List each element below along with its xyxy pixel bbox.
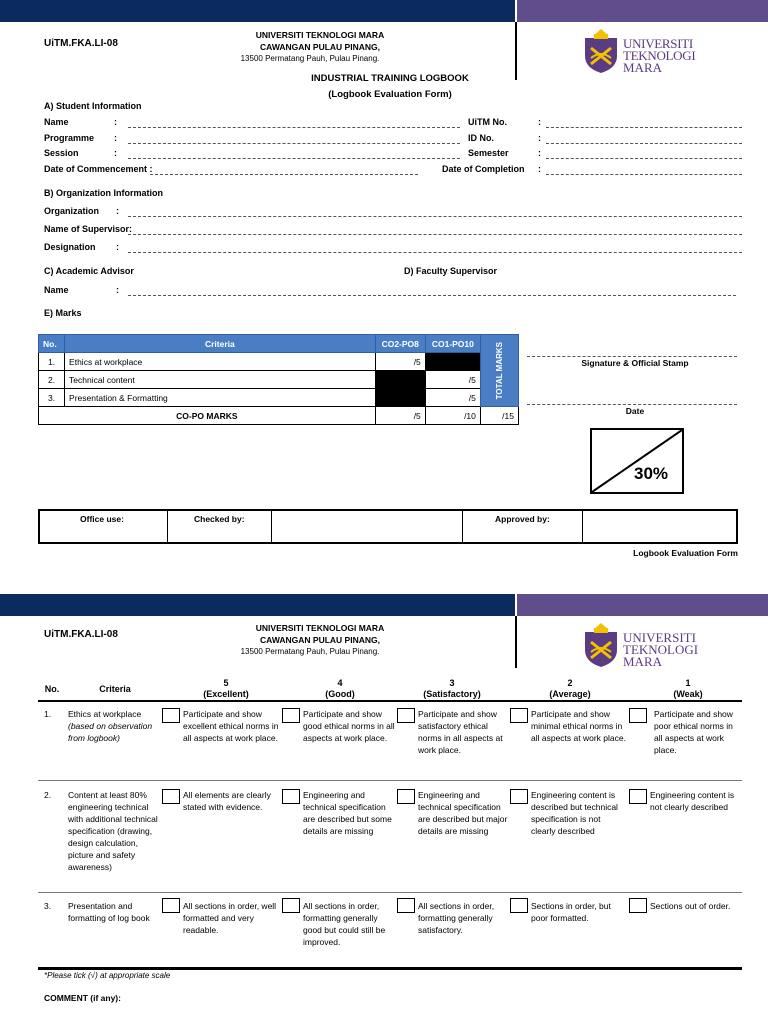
rubric-checkbox-3-3[interactable] [397,898,415,913]
field-semester[interactable] [546,158,742,159]
section-d-heading: D) Faculty Supervisor [404,266,498,276]
uitm-crest-icon [581,28,621,74]
rubric-checkbox-1-3[interactable] [397,708,415,723]
rubric-row-2-level-2: Engineering content is described but technical specification is not clearly described [531,790,618,836]
rubric-checkbox-3-1[interactable] [629,898,647,913]
colon-2: : [538,117,541,127]
label-programme: Programme [44,133,95,143]
logo-line-1: UNIVERSITI [623,630,696,645]
university-name: UNIVERSITI TEKNOLOGI MARA [255,30,385,40]
rubric-checkbox-2-5[interactable] [162,789,180,804]
colon-7: : [538,164,541,174]
rubric-header-5: 5 (Excellent) [203,678,249,699]
checked-by-label: Checked by: [168,511,272,542]
uitm-logo [581,28,696,76]
rubric-row-1-level-1: Participate and show poor ethical norms in all aspects at work place. [654,709,733,755]
marks-row-criteria: Technical content [65,371,376,389]
marks-row-2 [39,371,519,389]
rubric-header-no: No. [44,684,60,694]
university-name-2: UNIVERSITI TEKNOLOGI MARA [255,623,385,633]
marks-footer-label: CO-PO MARKS [39,407,376,425]
rubric-row-1-level-4: Participate and show good ethical norms in all aspects at work place. [303,709,395,743]
label-name: Name [44,117,69,127]
rubric-row-3-level-2: Sections in order, but poor formatted. [531,901,611,923]
label-commencement: Date of Commencement : [44,164,153,174]
marks-row-3 [39,389,519,407]
colon-5: : [114,148,117,158]
form-code: UiTM.FKA.LI-08 [44,38,118,49]
rubric-checkbox-3-4[interactable] [282,898,300,913]
label-organization: Organization [44,206,100,216]
rubric-row-2-no: 2. [44,790,52,800]
rubric-header-1: 1 (Weak) [673,678,703,699]
rubric-row-2-level-1: Engineering content is not clearly described [650,790,735,812]
rubric-header-3: 3 (Satisfactory) [423,678,481,699]
rubric-row-1-level-5: Participate and show excellent ethical norms in all aspects at work place. [183,709,279,743]
rubric-checkbox-1-5[interactable] [162,708,180,723]
rubric-header-rule [38,700,742,702]
rubric-checkbox-2-1[interactable] [629,789,647,804]
marks-table [38,334,519,425]
form-subtitle: (Logbook Evaluation Form) [328,89,452,100]
label-completion: Date of Completion [442,164,525,174]
marks-row-no: 3. [39,389,65,407]
rubric-bottom-rule [38,967,742,970]
rubric-row-3-criteria: Presentation and formatting of log book [68,901,150,923]
rubric-row-3-no: 3. [44,901,52,911]
field-organization[interactable] [128,216,742,217]
rubric-header-criteria: Criteria [99,684,131,694]
marks-row-criteria: Presentation & Formatting [65,389,376,407]
logo-line-2: TEKNOLOGI [623,48,696,63]
rubric-row-3-level-4: All sections in order, formatting generally good but could still be improved. [303,901,386,947]
marks-header-criteria: Criteria [65,335,376,353]
colon-9: : [116,242,119,252]
colon-3: : [114,133,117,143]
field-supervisor[interactable] [128,234,742,235]
footer-label: Logbook Evaluation Form [633,548,738,558]
rubric-row-rule [38,780,742,781]
rubric-checkbox-1-1[interactable] [629,708,647,723]
marks-row-1 [39,353,519,371]
field-advisor-name[interactable] [128,295,736,296]
marks-cell-co1[interactable]: /5 [425,389,480,407]
marks-header-no: No. [39,335,65,353]
uitm-logo-2 [581,622,699,670]
checked-by-field[interactable] [272,511,463,542]
field-designation[interactable] [128,252,742,253]
colon-8: : [116,206,119,216]
university-campus: CAWANGAN PULAU PINANG, [260,42,380,52]
rubric-checkbox-2-4[interactable] [282,789,300,804]
label-uitm-no: UiTM No. [468,117,507,127]
rubric-checkbox-3-2[interactable] [510,898,528,913]
form-code-2: UiTM.FKA.LI-08 [44,629,118,640]
field-uitm-no[interactable] [546,127,742,128]
label-semester: Semester [468,148,509,158]
rubric-row-2-level-5: All elements are clearly stated with evidence. [183,790,271,812]
weight-box [590,428,684,494]
marks-cell-co2[interactable]: /5 [375,353,425,371]
tick-note: *Please tick (√) at appropriate scale [44,971,171,980]
field-commencement[interactable] [150,174,418,175]
marks-row-no: 2. [39,371,65,389]
header-band-purple-2 [517,594,768,616]
marks-footer-row [39,407,519,425]
form-title: INDUSTRIAL TRAINING LOGBOOK [311,73,469,84]
rubric-row-2-level-4: Engineering and technical specification are described but some details are missing [303,790,392,836]
rubric-checkbox-3-5[interactable] [162,898,180,913]
uitm-crest-icon [581,622,621,668]
logo-line-2: TEKNOLOGI [623,642,699,657]
colon-1: : [114,117,117,127]
rubric-row-1-criteria: Ethics at workplace (based on observation from logbook) [68,709,153,743]
rubric-row-2-level-3: Engineering and technical specification are described but major details are missing [418,790,508,836]
header-divider [515,22,517,80]
signature-line[interactable] [527,356,737,357]
rubric-header-2: 2 (Average) [549,678,591,699]
rubric-row-3-level-1: Sections out of order. [650,901,731,911]
rubric-row-1-no: 1. [44,709,52,719]
university-address-2: 13500 Permatang Pauh, Pulau Pinang. [240,647,380,656]
office-use-box [38,509,738,544]
rubric-row-2-criteria: Content at least 80% engineering technical with additional technical specification (drawing, design calculation, picture and safety awareness) [68,790,158,872]
approved-by-label: Approved by: [463,511,583,542]
marks-cell-blocked [375,389,425,407]
label-id-no: ID No. [468,133,494,143]
header-divider-2 [515,616,517,668]
field-programme[interactable] [128,143,460,144]
header-band-navy [0,0,515,22]
rubric-row-rule [38,892,742,893]
section-e-heading: E) Marks [44,308,82,318]
rubric-row-1-level-3: Participate and show satisfactory ethical norms in all aspects at work place. [418,709,503,755]
field-session[interactable] [128,158,460,159]
rubric-checkbox-1-2[interactable] [510,708,528,723]
colon-4: : [538,133,541,143]
date-label: Date [625,406,645,416]
logo-line-1: UNIVERSITI [623,36,693,51]
colon-6: : [538,148,541,158]
rubric-checkbox-2-2[interactable] [510,789,528,804]
logo-line-3: MARA [623,60,663,75]
date-line[interactable] [527,404,737,405]
rubric-checkbox-2-3[interactable] [397,789,415,804]
university-campus-2: CAWANGAN PULAU PINANG, [260,635,380,645]
comment-label: COMMENT (if any): [44,993,121,1003]
logo-line-3: MARA [623,654,663,669]
marks-footer-co1[interactable]: /10 [425,407,480,425]
rubric-row-3-level-5: All sections in order, well formatted and very readable. [183,901,277,935]
field-name[interactable] [128,127,460,128]
weight-value: 30% [634,464,669,483]
label-session: Session [44,148,79,158]
field-completion[interactable] [546,174,742,175]
header-band-navy-2 [0,594,515,616]
rubric-checkbox-1-4[interactable] [282,708,300,723]
header-band-purple [517,0,768,22]
colon-10: : [116,285,119,295]
marks-cell-blocked [375,371,425,389]
marks-header-total: TOTAL MARKS [480,335,518,407]
marks-footer-co2[interactable]: /5 [375,407,425,425]
section-c-heading: C) Academic Advisor [44,266,134,276]
marks-footer-total[interactable]: /15 [480,407,518,425]
marks-cell-co1[interactable]: /5 [425,371,480,389]
label-advisor-name: Name [44,285,69,295]
label-supervisor: Name of Supervisor: [44,224,133,234]
rubric-row-1-level-2: Participate and show minimal ethical norms in all aspects at work place. [531,709,626,743]
marks-cell-blocked [425,353,480,371]
signature-label: Signature & Official Stamp [581,358,689,368]
rubric-header-4: 4 (Good) [325,678,355,699]
section-b-heading: B) Organization Information [44,188,163,198]
label-designation: Designation [44,242,96,252]
section-a-heading: A) Student Information [44,101,142,111]
field-id-no[interactable] [546,143,742,144]
marks-row-no: 1. [39,353,65,371]
marks-row-criteria: Ethics at workplace [65,353,376,371]
rubric-row-3-level-3: All sections in order, formatting generally satisfactory. [418,901,495,935]
office-use-label: Office use: [40,511,168,542]
marks-header-co1: CO1-PO10 [425,335,480,353]
marks-header-co2: CO2-PO8 [375,335,425,353]
university-address: 13500 Permatang Pauh, Pulau Pinang. [240,54,380,63]
